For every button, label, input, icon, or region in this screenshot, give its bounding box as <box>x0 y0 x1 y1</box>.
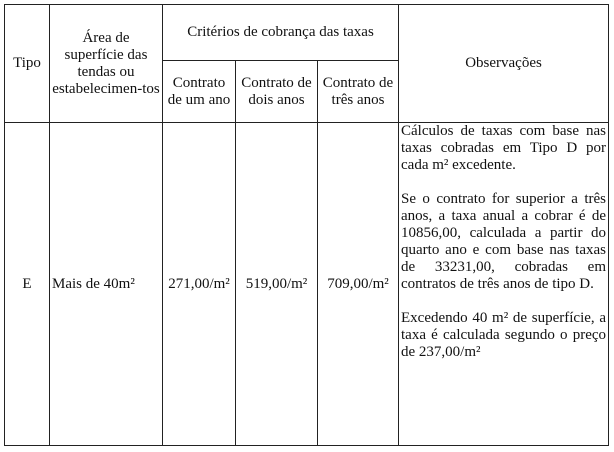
header-criterios: Critérios de cobrança das taxas <box>163 5 399 61</box>
data-row <box>5 123 609 446</box>
document-page <box>4 4 609 446</box>
header-contrato-tres-anos: Contrato de três anos <box>318 61 399 123</box>
header-row-1 <box>5 5 609 61</box>
observacao-paragrafo-2: Se o contrato for superior a três anos, a taxa anual a cobrar é de 10856,00, calculada a partir do quarto ano e com base nas taxas de 33231,00, cobradas em contratos de três anos de tipo D. <box>401 191 607 292</box>
cell-tres-anos: 709,00/m² <box>318 123 399 446</box>
header-contrato-dois-anos: Contrato de dois anos <box>236 61 318 123</box>
cell-dois-anos: 519,00/m² <box>236 123 318 446</box>
header-observacoes: Observações <box>399 5 609 123</box>
cell-um-ano: 271,00/m² <box>163 123 236 446</box>
observacao-paragrafo-1: Cálculos de taxas com base nas taxas cobradas em Tipo D por cada m² excedente. <box>401 123 607 173</box>
header-area: Área de superfície das tendas ou estabelecimen-tos <box>50 5 163 123</box>
observacao-paragrafo-3: Excedendo 40 m² de superfície, a taxa é calculada segundo o preço de 237,00/m² <box>401 310 607 360</box>
header-contrato-um-ano: Contrato de um ano <box>163 61 236 123</box>
fees-table <box>4 4 609 446</box>
cell-observacoes <box>399 123 609 446</box>
cell-area: Mais de 40m² <box>50 123 163 446</box>
cell-tipo: E <box>5 123 50 446</box>
header-tipo: Tipo <box>5 5 50 123</box>
